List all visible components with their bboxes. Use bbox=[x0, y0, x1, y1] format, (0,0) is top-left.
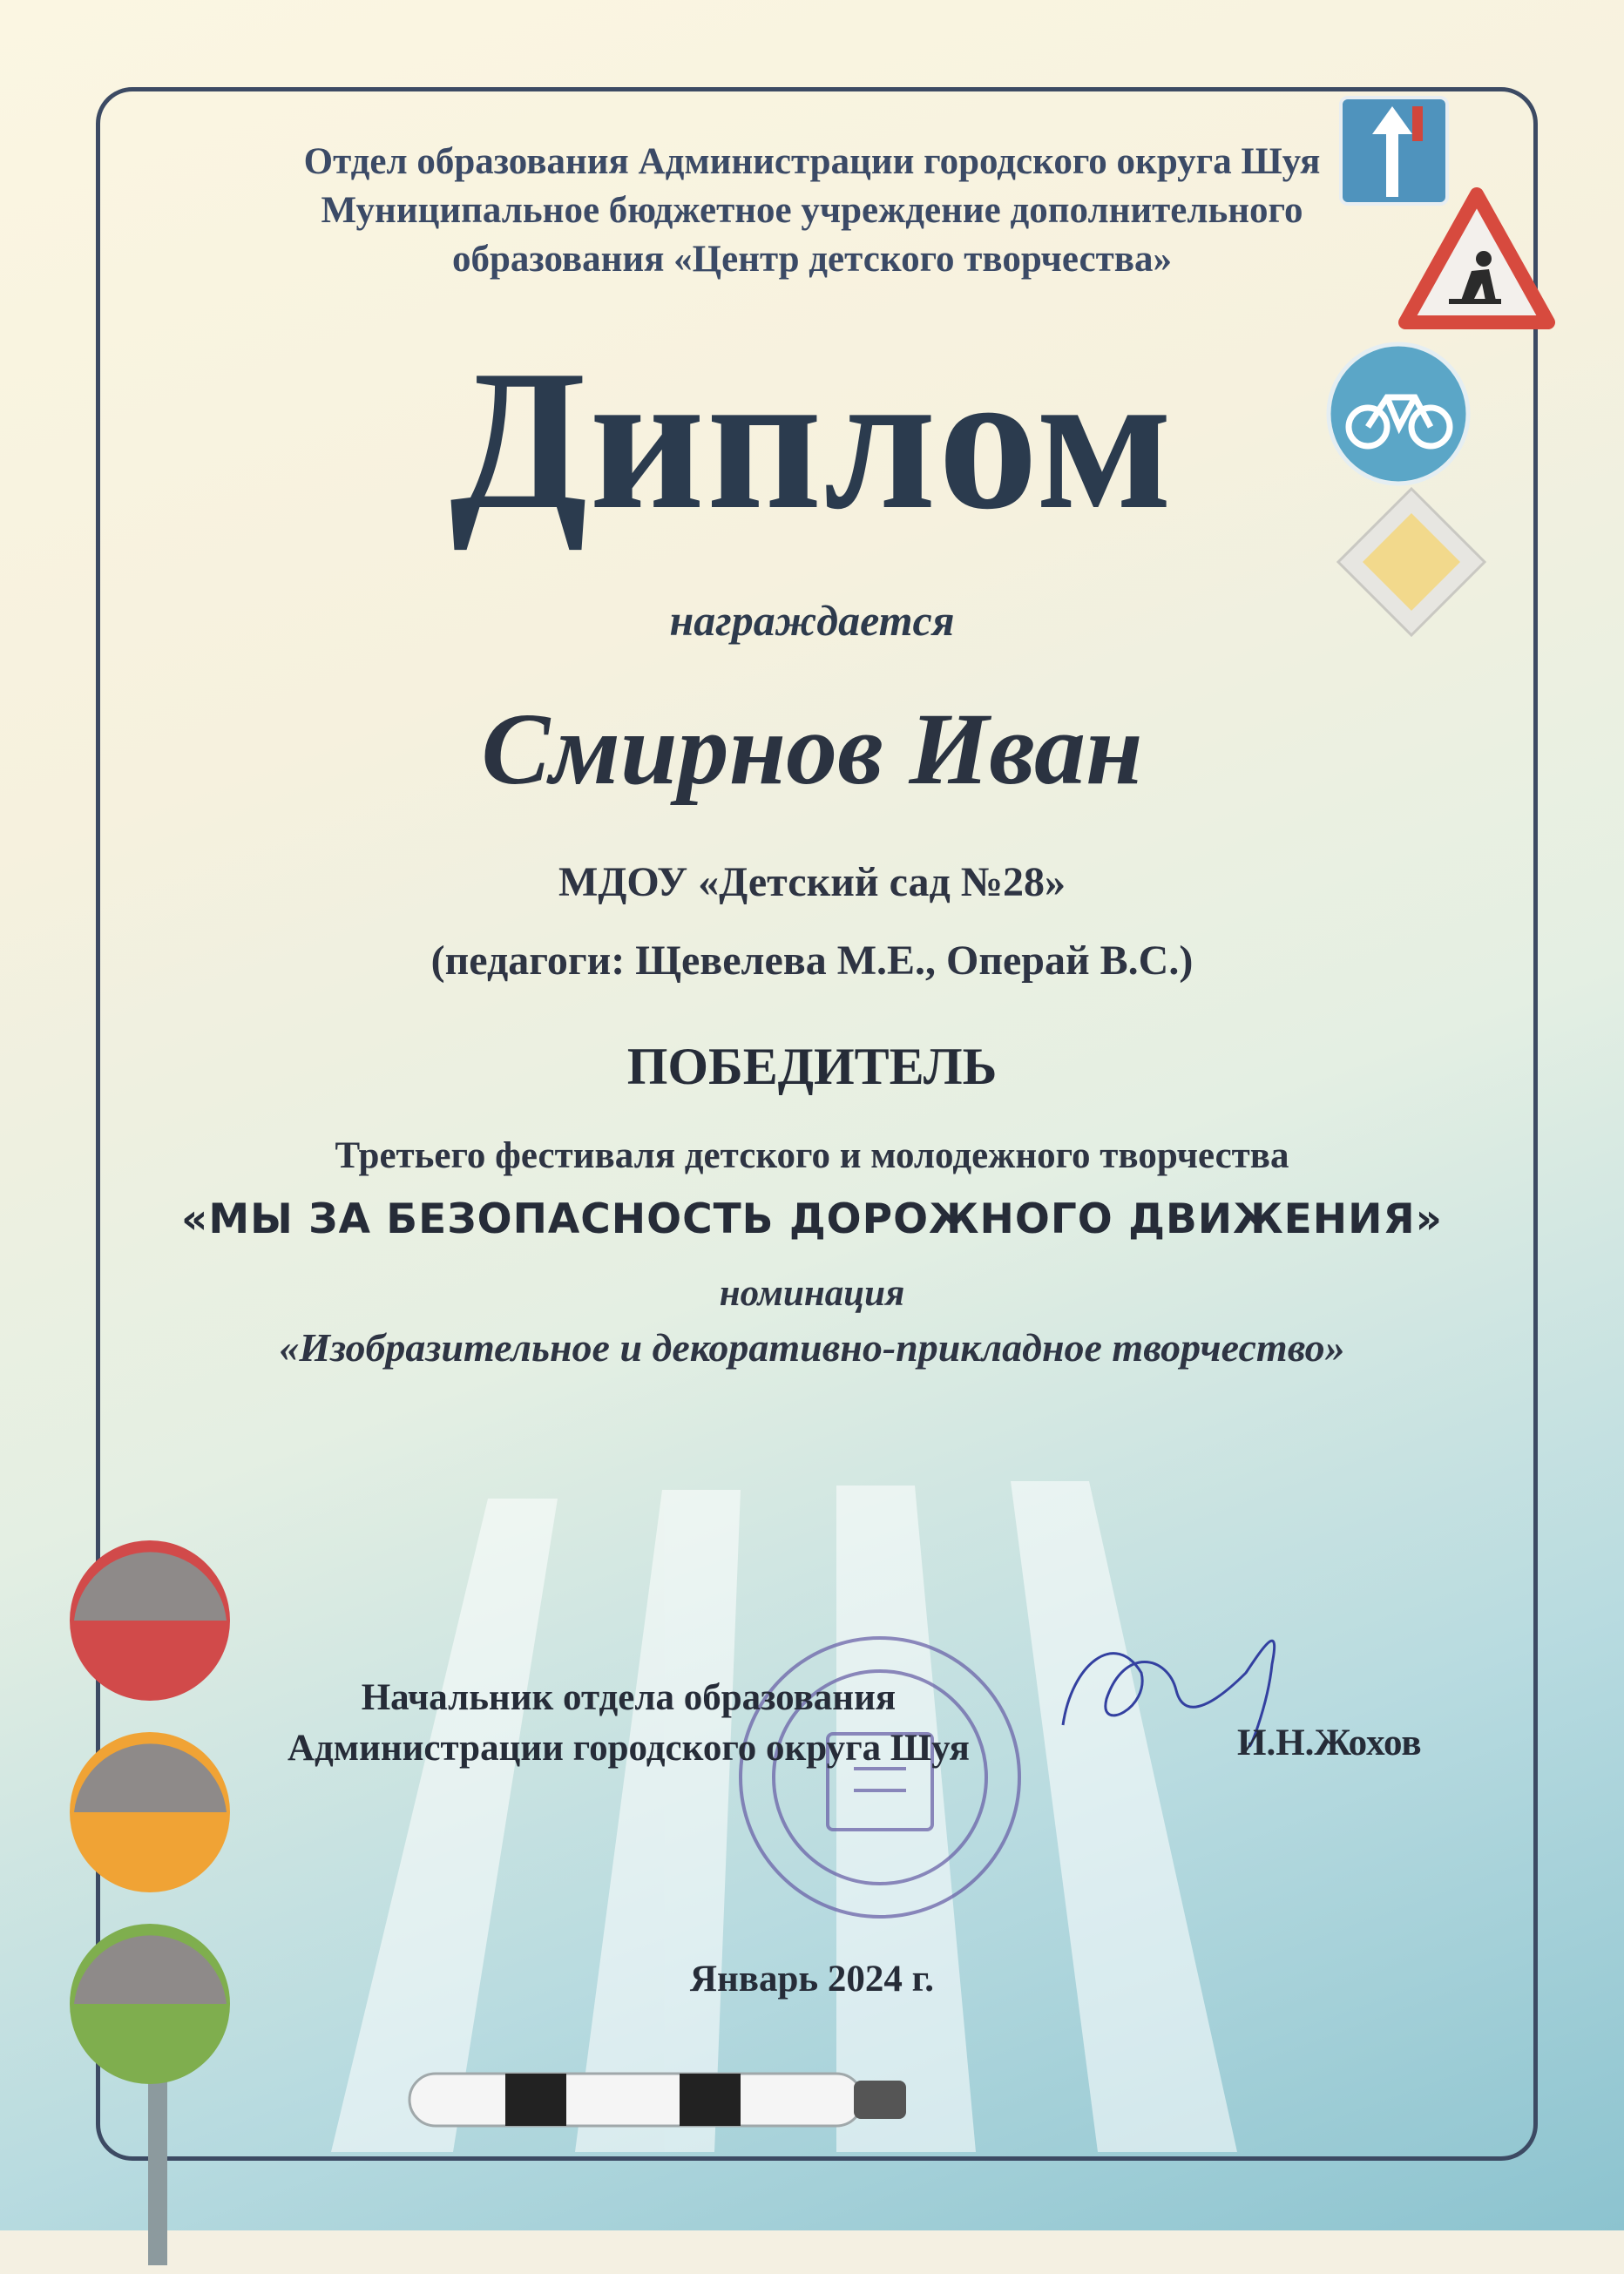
festival-name: «МЫ ЗА БЕЗОПАСНОСТЬ ДОРОЖНОГО ДВИЖЕНИЯ» bbox=[180, 1195, 1443, 1243]
issuer-header bbox=[0, 138, 1624, 284]
recipient-name: Смирнов Иван bbox=[481, 692, 1143, 806]
issuer-line-2: Муниципальное бюджетное учреждение дополнительного bbox=[321, 190, 1303, 231]
recipient-organization: МДОУ «Детский сад №28» bbox=[558, 859, 1066, 905]
signatory-position bbox=[288, 1673, 970, 1774]
signatory-position-line-2: Администрации городского округа Шуя bbox=[288, 1728, 970, 1769]
issuer-line-3: образования «Центр детского творчества» bbox=[452, 239, 1172, 280]
signatory-position-line-1: Начальник отдела образования bbox=[361, 1677, 897, 1718]
nomination-label: номинация bbox=[719, 1273, 905, 1314]
teachers: (педагоги: Щевелева М.Е., Операй В.С.) bbox=[430, 937, 1194, 984]
nomination-name: «Изобразительное и декоративно-прикладное творчество» bbox=[279, 1325, 1345, 1370]
awarded-text: награждается bbox=[669, 596, 955, 645]
festival-description: Третьего фестиваля детского и молодежного творчества bbox=[335, 1135, 1289, 1176]
traffic-light-icon bbox=[35, 1464, 261, 2274]
result-title: ПОБЕДИТЕЛЬ bbox=[626, 1038, 998, 1095]
diploma-title: Диплом bbox=[450, 328, 1174, 551]
signatory-name: И.Н.Жохов bbox=[1237, 1722, 1422, 1763]
issue-date: Январь 2024 г. bbox=[689, 1959, 935, 2000]
traffic-baton-icon bbox=[401, 2047, 924, 2152]
issuer-line-1: Отдел образования Администрации городского округа Шуя bbox=[303, 141, 1321, 182]
